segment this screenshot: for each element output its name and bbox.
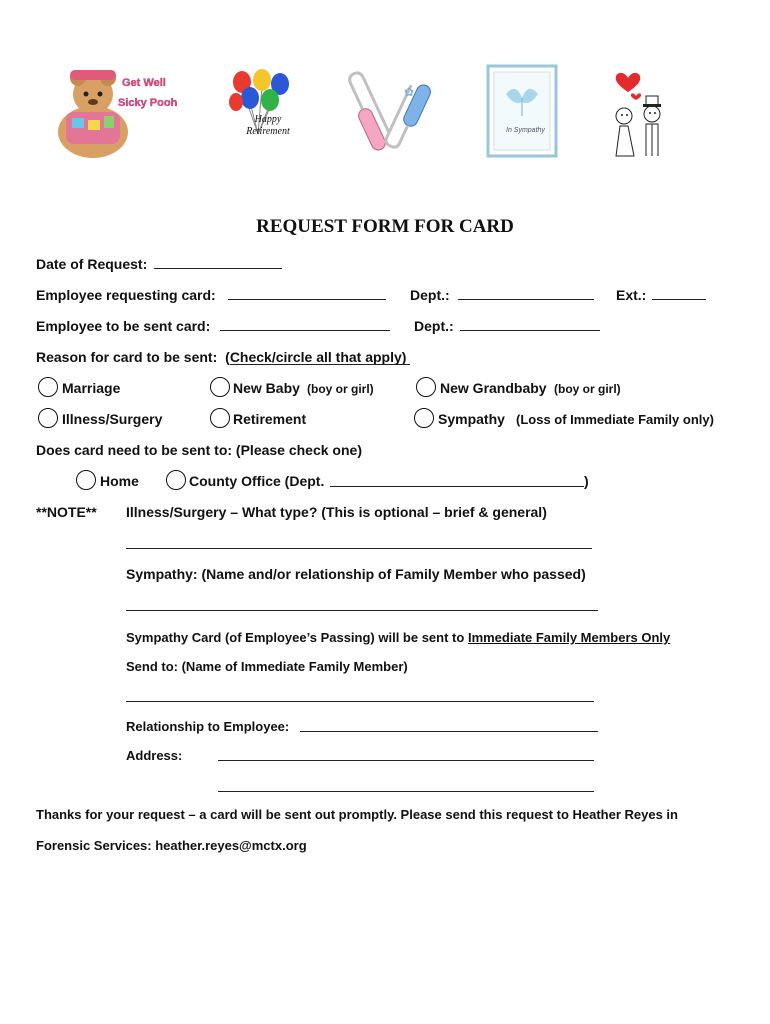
reason-instruction: (Check/circle all that apply) bbox=[225, 349, 407, 365]
address-field-line-1[interactable] bbox=[218, 760, 594, 761]
safety-pins-image bbox=[348, 66, 448, 158]
illness-type-field[interactable] bbox=[126, 548, 592, 549]
sympathy-question: Sympathy: (Name and/or relationship of Family Member who passed) bbox=[126, 566, 586, 582]
marriage-label: Marriage bbox=[62, 380, 121, 396]
passing-target: Immediate Family Members Only bbox=[467, 630, 671, 645]
dept-field-1[interactable] bbox=[458, 299, 594, 300]
reason-prompt-text: Reason for card to be sent: bbox=[36, 349, 218, 365]
send-to-field[interactable] bbox=[126, 701, 594, 702]
svg-text:✿: ✿ bbox=[404, 85, 415, 99]
sympathy-label: Sympathy bbox=[438, 411, 505, 427]
new-grandbaby-note: (boy or girl) bbox=[554, 382, 621, 396]
relationship-field[interactable] bbox=[300, 731, 598, 732]
home-label: Home bbox=[100, 473, 139, 489]
employee-sent-field[interactable] bbox=[220, 330, 390, 331]
retirement-radio[interactable] bbox=[210, 408, 230, 428]
sympathy-card-image bbox=[486, 64, 558, 158]
illness-type-question: Illness/Surgery – What type? (This is optional – brief & general) bbox=[126, 504, 547, 520]
ext-label: Ext.: bbox=[616, 287, 647, 303]
dept-field-2[interactable] bbox=[460, 330, 600, 331]
new-baby-note: (boy or girl) bbox=[307, 382, 374, 396]
send-to-label: Send to: (Name of Immediate Family Member) bbox=[126, 659, 408, 674]
employee-requesting-label: Employee requesting card: bbox=[36, 287, 216, 303]
retirement-balloons-image bbox=[228, 68, 296, 158]
sympathy-note: (Loss of Immediate Family only) bbox=[516, 412, 714, 427]
address-field-line-2[interactable] bbox=[218, 791, 594, 792]
new-baby-label: New Baby bbox=[233, 380, 300, 396]
illness-surgery-radio[interactable] bbox=[38, 408, 58, 428]
home-radio[interactable] bbox=[76, 470, 96, 490]
svg-text:Sicky Pooh: Sicky Pooh bbox=[118, 97, 178, 109]
reason-instruction-underline bbox=[230, 364, 410, 365]
county-office-dept-field[interactable] bbox=[330, 486, 584, 487]
dept-label-2: Dept.: bbox=[414, 318, 454, 334]
date-of-request-field[interactable] bbox=[154, 268, 282, 269]
wedding-couple-image bbox=[606, 70, 676, 158]
footer-line-2: Forensic Services: heather.reyes@mctx.org bbox=[36, 838, 307, 853]
new-baby-radio[interactable] bbox=[210, 377, 230, 397]
footer-line-1: Thanks for your request – a card will be sent out promptly. Please send this request to Heather Reyes in bbox=[36, 807, 678, 822]
employee-sent-label: Employee to be sent card: bbox=[36, 318, 211, 334]
form-title: REQUEST FORM FOR CARD bbox=[256, 216, 514, 237]
ext-field[interactable] bbox=[652, 299, 706, 300]
retirement-label: Retirement bbox=[233, 411, 307, 427]
sympathy-radio[interactable] bbox=[414, 408, 434, 428]
new-grandbaby-label: New Grandbaby bbox=[440, 380, 547, 396]
marriage-radio[interactable] bbox=[38, 377, 58, 397]
retirement-caption: Happy Retirement bbox=[246, 114, 290, 137]
svg-text:In Sympathy: In Sympathy bbox=[506, 127, 545, 134]
passing-prefix: Sympathy Card (of Employee’s Passing) will be sent to bbox=[126, 630, 465, 645]
get-well-bear-image bbox=[48, 62, 178, 162]
destination-prompt: Does card need to be sent to: (Please check one) bbox=[36, 442, 362, 458]
relationship-label: Relationship to Employee: bbox=[126, 719, 290, 734]
illness-surgery-label: Illness/Surgery bbox=[62, 411, 163, 427]
sympathy-family-member-field[interactable] bbox=[126, 610, 598, 611]
county-office-label: County Office (Dept. bbox=[189, 473, 325, 489]
address-label: Address: bbox=[126, 748, 183, 763]
note-label: **NOTE** bbox=[36, 504, 97, 520]
county-office-close-paren: ) bbox=[584, 473, 589, 489]
date-of-request-label: Date of Request: bbox=[36, 256, 148, 272]
new-grandbaby-radio[interactable] bbox=[416, 377, 436, 397]
county-office-radio[interactable] bbox=[166, 470, 186, 490]
passing-statement bbox=[126, 629, 670, 647]
employee-requesting-field[interactable] bbox=[228, 299, 386, 300]
dept-label-1: Dept.: bbox=[410, 287, 450, 303]
svg-text:Get Well: Get Well bbox=[122, 77, 166, 89]
